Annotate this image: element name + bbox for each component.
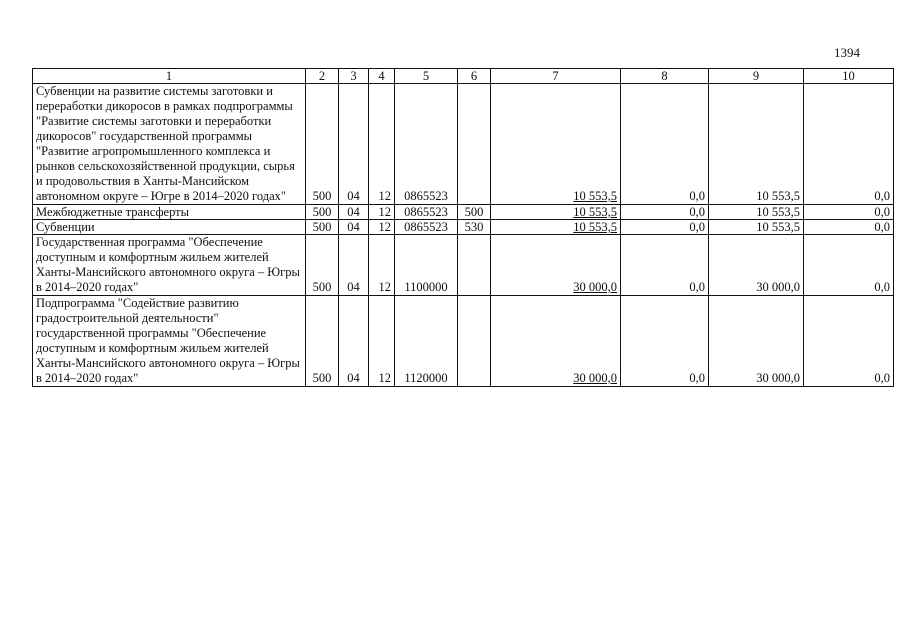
column-header: 10 (804, 69, 894, 84)
column-header: 8 (621, 69, 709, 84)
cell-col-6: 500 (458, 205, 491, 220)
cell-col-5: 0865523 (395, 84, 458, 205)
cell-col-7: 30 000,0 (491, 296, 621, 387)
cell-col-3: 04 (339, 296, 369, 387)
row-name-cell: Подпрограмма "Содействие развитию градостроительной деятельности" государственной программы "Обеспечение доступным и комфортным жильем жителей Ханты-Мансийского автономного округа – Югры в 2014–2020 годах" (33, 296, 306, 387)
cell-col-6 (458, 296, 491, 387)
cell-col-9: 30 000,0 (709, 296, 804, 387)
cell-col-9: 10 553,5 (709, 205, 804, 220)
cell-col-4: 12 (369, 235, 395, 296)
table-row (33, 220, 894, 235)
column-header: 7 (491, 69, 621, 84)
cell-col-3: 04 (339, 205, 369, 220)
column-header: 2 (306, 69, 339, 84)
cell-col-8: 0,0 (621, 205, 709, 220)
cell-col-5: 0865523 (395, 220, 458, 235)
row-name-cell: Межбюджетные трансферты (33, 205, 306, 220)
table-row (33, 84, 894, 205)
cell-col-8: 0,0 (621, 296, 709, 387)
cell-col-4: 12 (369, 84, 395, 205)
page-number: 1394 (834, 45, 860, 60)
cell-col-9: 30 000,0 (709, 235, 804, 296)
cell-col-2: 500 (306, 296, 339, 387)
cell-col-3: 04 (339, 235, 369, 296)
cell-col-2: 500 (306, 235, 339, 296)
row-name-cell: Субвенции (33, 220, 306, 235)
cell-col-8: 0,0 (621, 84, 709, 205)
budget-table (32, 68, 894, 387)
cell-col-10: 0,0 (804, 235, 894, 296)
table-row (33, 296, 894, 387)
cell-col-3: 04 (339, 220, 369, 235)
cell-col-4: 12 (369, 205, 395, 220)
column-header: 4 (369, 69, 395, 84)
column-header: 6 (458, 69, 491, 84)
cell-col-10: 0,0 (804, 205, 894, 220)
cell-col-7: 10 553,5 (491, 220, 621, 235)
cell-col-4: 12 (369, 296, 395, 387)
cell-col-10: 0,0 (804, 84, 894, 205)
cell-col-7: 30 000,0 (491, 235, 621, 296)
cell-col-7: 10 553,5 (491, 205, 621, 220)
cell-col-3: 04 (339, 84, 369, 205)
cell-col-6: 530 (458, 220, 491, 235)
cell-col-8: 0,0 (621, 235, 709, 296)
cell-col-6 (458, 235, 491, 296)
column-header: 3 (339, 69, 369, 84)
cell-col-5: 0865523 (395, 205, 458, 220)
column-header: 5 (395, 69, 458, 84)
table-row (33, 235, 894, 296)
cell-col-10: 0,0 (804, 220, 894, 235)
cell-col-10: 0,0 (804, 296, 894, 387)
cell-col-5: 1120000 (395, 296, 458, 387)
cell-col-2: 500 (306, 205, 339, 220)
table-header-row (33, 69, 894, 84)
cell-col-4: 12 (369, 220, 395, 235)
column-header: 1 (33, 69, 306, 84)
cell-col-2: 500 (306, 220, 339, 235)
cell-col-5: 1100000 (395, 235, 458, 296)
cell-col-9: 10 553,5 (709, 220, 804, 235)
table-row (33, 205, 894, 220)
cell-col-9: 10 553,5 (709, 84, 804, 205)
cell-col-8: 0,0 (621, 220, 709, 235)
cell-col-7: 10 553,5 (491, 84, 621, 205)
row-name-cell: Субвенции на развитие системы заготовки и переработки дикоросов в рамках подпрограммы "Развитие системы заготовки и переработки дикоросов" государственной программы "Развитие агропромышленного комплекса и рынков сельскохозяйственной продукции, сырья и продовольствия в Ханты-Мансийском автономном округе – Югре в 2014–2020 годах" (33, 84, 306, 205)
column-header: 9 (709, 69, 804, 84)
row-name-cell: Государственная программа "Обеспечение доступным и комфортным жильем жителей Ханты-Мансийского автономного округа – Югры в 2014–2020 годах" (33, 235, 306, 296)
cell-col-2: 500 (306, 84, 339, 205)
cell-col-6 (458, 84, 491, 205)
